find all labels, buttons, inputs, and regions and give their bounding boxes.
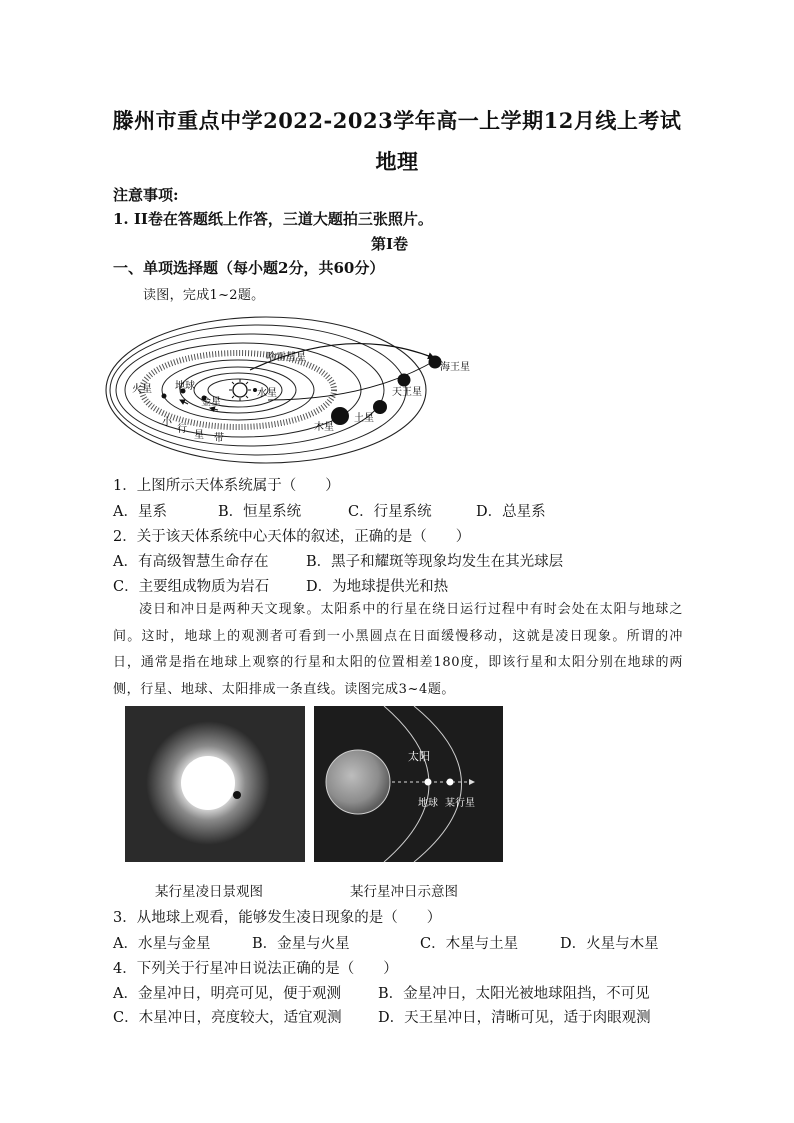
section-intro: 读图，完成1~2题。 (143, 288, 265, 303)
question-2-stem: 2．关于该天体系统中心天体的叙述，正确的是（ ） (113, 529, 471, 545)
q1-option-a: A．星系 (113, 504, 167, 520)
volume-label: 第I卷 (371, 235, 409, 253)
label-belt-2: 行 (177, 424, 187, 435)
q1-option-c: C．行星系统 (348, 504, 432, 520)
notice-item-1: 1. II卷在答题纸上作答，三道大题拍三张照片。 (113, 210, 433, 228)
q1-option-d: D．总星系 (476, 504, 546, 520)
section-heading: 一、单项选择题（每小题2分，共60分） (113, 259, 385, 277)
q3-option-d: D．火星与木星 (560, 936, 659, 952)
label-halley: 哈雷彗星 (266, 352, 306, 363)
q4-option-a: A．金星冲日，明亮可见，便于观测 (113, 986, 341, 1002)
q2-option-b: B．黑子和耀斑等现象均发生在其光球层 (306, 554, 564, 570)
label-saturn: 土星 (354, 413, 374, 424)
q3-option-c: C．木星与土星 (420, 936, 519, 952)
q3-option-b: B．金星与火星 (252, 936, 350, 952)
question-3-stem: 3．从地球上观看，能够发生凌日现象的是（ ） (113, 910, 442, 926)
transit-planet-dot (233, 791, 241, 799)
subject-title: 地理 (375, 149, 419, 174)
earth-label: 地球 (418, 798, 438, 809)
planet-label: 某行星 (445, 798, 475, 809)
opposition-caption: 某行星冲日示意图 (350, 884, 458, 900)
planet-dot-opposition (447, 779, 454, 786)
label-uranus: 天王星 (392, 387, 422, 398)
mars-dot (162, 394, 167, 399)
q2-option-d: D．为地球提供光和热 (306, 579, 449, 595)
saturn-dot (373, 400, 387, 414)
page-title: 滕州市重点中学2022-2023学年高一上学期12月线上考试 (112, 108, 682, 133)
question-4-stem: 4．下列关于行星冲日说法正确的是（ ） (113, 961, 398, 977)
label-venus: 金星 (201, 397, 221, 408)
q4-option-d: D．天王星冲日，清晰可见，适于肉眼观测 (378, 1010, 651, 1026)
earth-dot-opposition (425, 779, 432, 786)
opposition-diagram (314, 706, 503, 862)
q4-option-c: C．木星冲日，亮度较大，适宜观测 (113, 1010, 342, 1026)
label-earth: 地球 (175, 381, 195, 392)
sun-label: 太阳 (408, 750, 430, 763)
label-mars: 火星 (132, 384, 152, 395)
label-belt-3: 星 (194, 430, 204, 441)
label-mercury: 水星 (257, 388, 277, 399)
label-belt-1: 小 (162, 417, 172, 428)
q3-option-a: A．水星与金星 (113, 936, 211, 952)
label-jupiter: 木星 (314, 422, 334, 433)
question-1-stem: 1．上图所示天体系统属于（ ） (113, 478, 340, 494)
q4-option-b: B．金星冲日，太阳光被地球阻挡，不可见 (378, 986, 650, 1002)
q2-option-a: A．有高级智慧生命存在 (113, 554, 269, 570)
transit-caption: 某行星凌日景观图 (155, 884, 263, 900)
solar-system-diagram (118, 308, 470, 466)
q2-option-c: C．主要组成物质为岩石 (113, 579, 270, 595)
label-neptune: 海王星 (440, 362, 470, 373)
notice-heading: 注意事项: (113, 186, 179, 204)
label-belt-4: 带 (214, 433, 224, 444)
transit-photo (125, 706, 305, 862)
uranus-dot (398, 374, 411, 387)
passage-text: 凌日和冲日是两种天文现象。太阳系中的行星在绕日运行过程中有时会处在太阳与地球之间。这时，地球上的观测者可看到一小黑圆点在日面缓慢移动，这就是凌日现象。所谓的冲日，通常是指在地球上观察的行星和太阳的位置相差180度，即该行星和太阳分别在地球的两侧，行星、地球、太阳排成一条直线。读图完成3~4题。 (113, 602, 683, 697)
q1-option-b: B．恒星系统 (218, 504, 302, 520)
